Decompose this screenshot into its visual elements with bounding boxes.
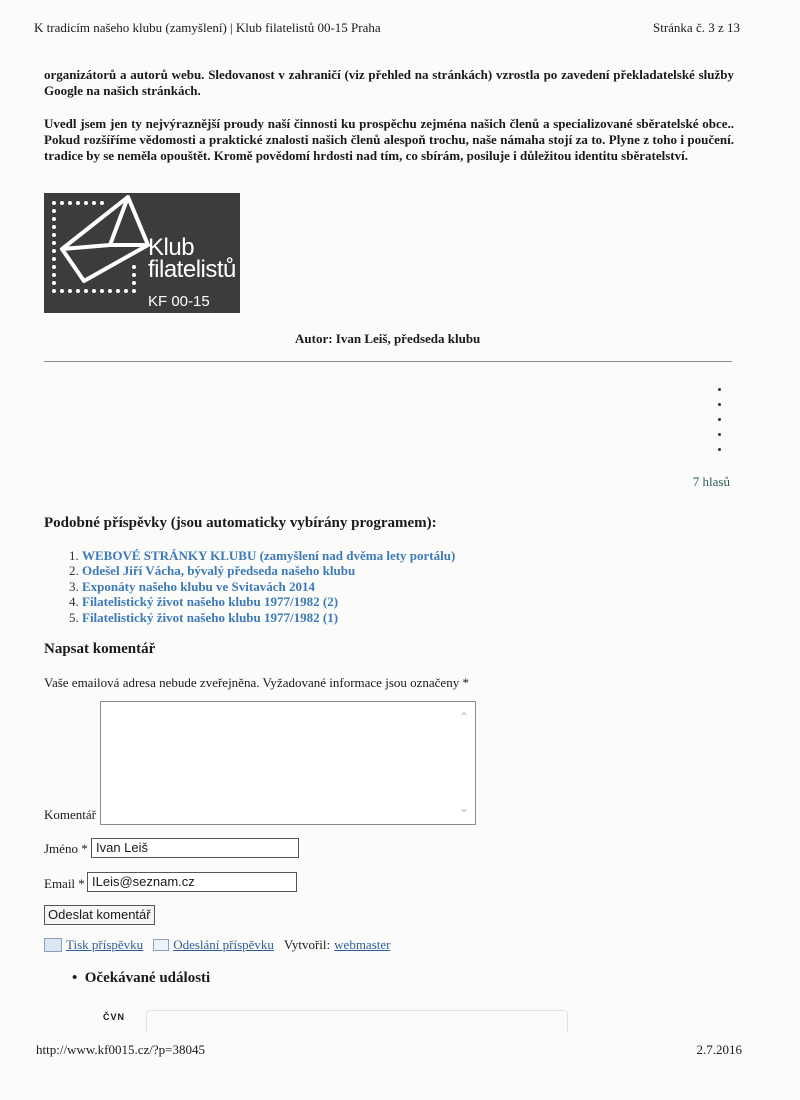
post-tools bbox=[44, 937, 390, 953]
rating-star[interactable] bbox=[718, 403, 721, 406]
list-item bbox=[82, 563, 455, 578]
list-item bbox=[82, 548, 455, 563]
cvn-label: ČVN bbox=[103, 1012, 126, 1022]
author-link[interactable]: webmaster bbox=[334, 937, 391, 952]
logo-text-kf: KF 00-15 bbox=[148, 293, 210, 310]
article-paragraph-2: Uvedl jsem jen ty nejvýraznější proudy naší činnosti ku prospěchu zejména našich členů a specializované sběratelské obce.. Pokud rozšíříme vědomosti a praktické znalosti našich členů alespoň trochu, naše námaha stojí za to. Plyne z toho i poučení. tradice by se neměla opouštět. Kromě povědomí hrdosti nad tím, co sbírám, posiluje i důležitou identitu sběratelství. bbox=[44, 116, 734, 163]
print-header-title: K tradicím našeho klubu (zamyšlení) | Klub filatelistů 00-15 Praha bbox=[34, 20, 381, 35]
list-item bbox=[82, 610, 455, 625]
print-footer-url: http://www.kf0015.cz/?p=38045 bbox=[36, 1042, 205, 1057]
email-input[interactable]: ILeis@seznam.cz bbox=[87, 872, 297, 892]
list-item bbox=[82, 579, 455, 594]
send-post-link[interactable]: Odeslání příspěvku bbox=[173, 937, 274, 952]
related-post-link[interactable]: Odešel Jiří Vácha, bývalý předseda našeho klubu bbox=[82, 563, 356, 579]
scroll-down-icon[interactable]: ⌄ bbox=[458, 801, 469, 815]
bullet-icon: • bbox=[72, 970, 78, 986]
printer-icon[interactable] bbox=[44, 938, 62, 952]
rating-star[interactable] bbox=[718, 388, 721, 391]
related-post-link[interactable]: Exponáty našeho klubu ve Svitavách 2014 bbox=[82, 578, 315, 594]
mail-icon[interactable] bbox=[153, 939, 169, 951]
vote-count: 7 hlasů bbox=[692, 474, 730, 489]
article-paragraph-1: organizátorů a autorů webu. Sledovanost v zahraničí (viz přehled na stránkách) vzrostla po zavedení překladatelské služby Google na našich stránkách. bbox=[44, 67, 734, 98]
events-title bbox=[72, 970, 210, 987]
rating-dots bbox=[716, 388, 724, 463]
divider bbox=[44, 361, 732, 362]
club-logo bbox=[44, 193, 240, 313]
logo-text-klub: Klub bbox=[148, 234, 195, 261]
email-label: Email * bbox=[44, 876, 85, 891]
events-box bbox=[146, 1010, 568, 1033]
scroll-up-icon[interactable]: ⌃ bbox=[458, 710, 469, 724]
submit-comment-button[interactable]: Odeslat komentář bbox=[44, 905, 155, 925]
related-posts-list bbox=[44, 548, 455, 625]
related-post-link[interactable]: Filatelistický život našeho klubu 1977/1982 (2) bbox=[82, 594, 339, 610]
rating-star[interactable] bbox=[718, 418, 721, 421]
rating-star[interactable] bbox=[718, 448, 721, 451]
related-posts-title: Podobné příspěvky (jsou automaticky vybírány programem): bbox=[44, 515, 437, 531]
comment-textarea[interactable] bbox=[100, 701, 476, 825]
comment-form-title: Napsat komentář bbox=[44, 641, 156, 657]
related-post-link[interactable]: Filatelistický život našeho klubu 1977/1982 (1) bbox=[82, 609, 339, 625]
name-label: Jméno * bbox=[44, 841, 88, 856]
rating-star[interactable] bbox=[718, 433, 721, 436]
comment-form-note: Vaše emailová adresa nebude zveřejněna. Vyžadované informace jsou označeny * bbox=[44, 675, 469, 690]
logo-text-filatelistu: filatelistů bbox=[148, 256, 236, 283]
created-by-label: Vytvořil: bbox=[283, 937, 331, 952]
print-post-link[interactable]: Tisk příspěvku bbox=[66, 937, 144, 952]
article-author: Autor: Ivan Leiš, předseda klubu bbox=[295, 331, 481, 346]
events-title-text: Očekávané události bbox=[84, 970, 211, 986]
name-input[interactable]: Ivan Leiš bbox=[91, 838, 299, 858]
comment-label: Komentář bbox=[44, 807, 96, 822]
print-page-number: Stránka č. 3 z 13 bbox=[652, 20, 740, 35]
related-post-link[interactable]: WEBOVÉ STRÁNKY KLUBU (zamyšlení nad dvěma lety portálu) bbox=[82, 548, 456, 563]
print-footer-date: 2.7.2016 bbox=[696, 1042, 742, 1057]
list-item bbox=[82, 594, 455, 609]
